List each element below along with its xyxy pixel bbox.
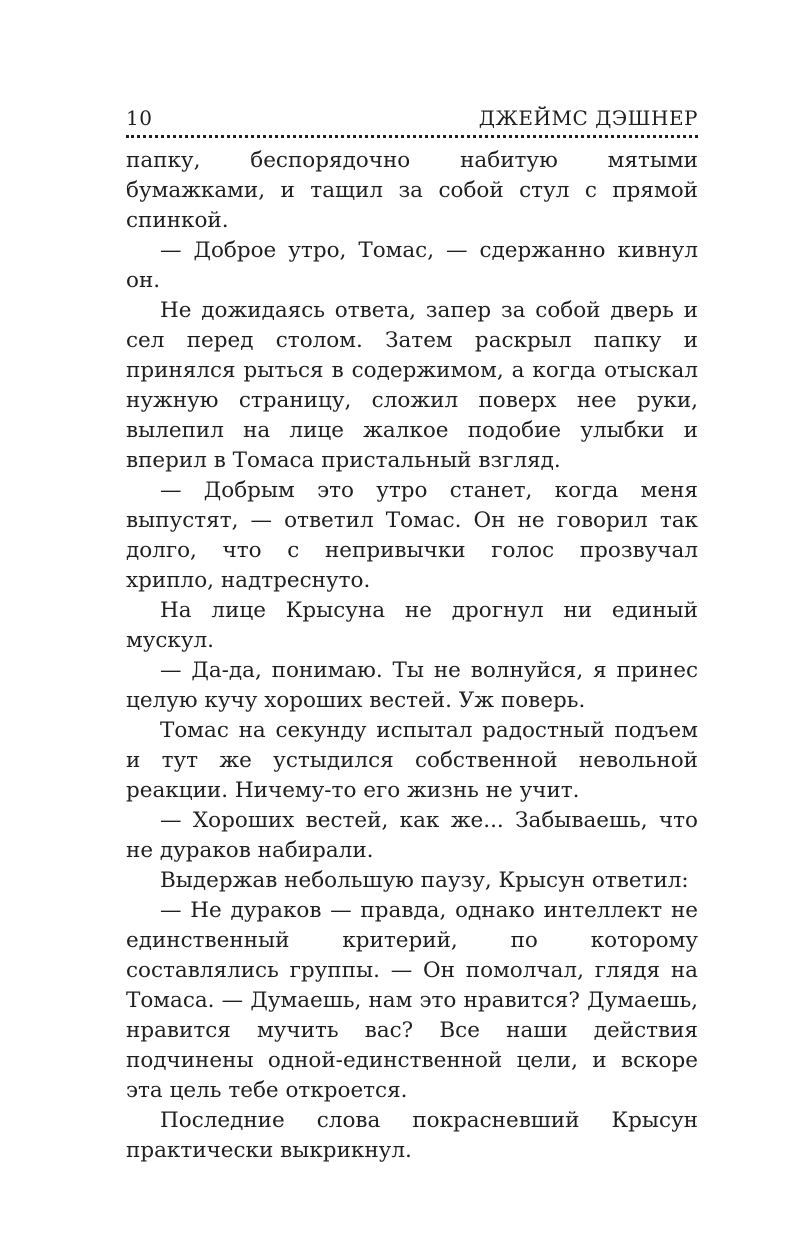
paragraph: — Не дураков — правда, однако интеллект не единственный критерий, по которому составлялись группы. — Он помолчал, глядя на Томаса. — Думаешь, нам это нравится? Думаешь, нравится мучить вас? Все наши действия подчинены одной-единственной цели, и вскоре эта цель тебе откроется. <box>126 898 698 1103</box>
page-number: 10 <box>126 106 153 130</box>
body-text <box>126 146 698 1166</box>
header-dotted-divider <box>126 135 698 138</box>
paragraph: На лице Крысуна не дрогнул ни единый мускул. <box>126 598 698 653</box>
paragraph-continued: папку, беспорядочно набитую мятыми бумажками, и тащил за собой стул с прямой спинкой. <box>126 148 698 233</box>
paragraph: — Доброе утро, Томас, — сдержанно кивнул он. <box>126 238 698 293</box>
running-head <box>126 104 698 132</box>
paragraph: Выдержав небольшую паузу, Крысун ответил: <box>160 868 689 893</box>
paragraph: — Да-да, понимаю. Ты не волнуйся, я принес целую кучу хороших вестей. Уж поверь. <box>126 658 698 713</box>
paragraph: — Добрым это утро станет, когда меня выпустят, — ответил Томас. Он не говорил так долго, что с непривычки голос прозвучал хрипло, надтреснуто. <box>126 478 698 593</box>
book-page <box>126 104 698 1166</box>
paragraph: Не дожидаясь ответа, запер за собой дверь и сел перед столом. Затем раскрыл папку и принялся рыться в содержимом, а когда отыскал нужную страницу, сложил поверх нее руки, вылепил на лице жалкое подобие улыбки и вперил в Томаса пристальный взгляд. <box>126 298 698 473</box>
paragraph: Последние слова покрасневший Крысун практически выкрикнул. <box>126 1108 698 1163</box>
paragraph: Томас на секунду испытал радостный подъем и тут же устыдился собственной невольной реакции. Ничему-то его жизнь не учит. <box>126 718 698 803</box>
paragraph: — Хороших вестей, как же... Забываешь, что не дураков набирали. <box>126 808 698 863</box>
author-name: ДЖЕЙМС ДЭШНЕР <box>478 106 698 130</box>
